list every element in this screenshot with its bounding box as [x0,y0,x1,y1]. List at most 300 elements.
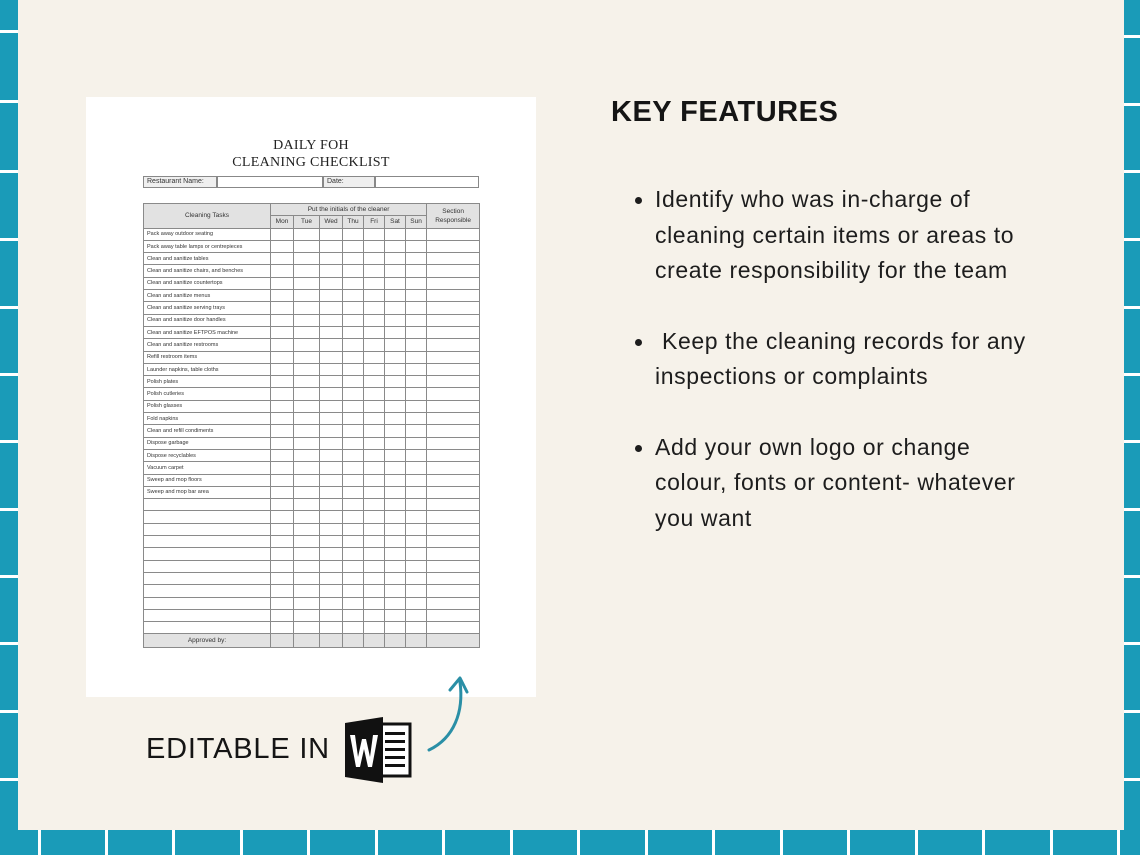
initials-cell [320,314,343,326]
initials-cell [343,609,364,621]
initials-cell [364,363,385,375]
initials-cell [294,523,320,535]
initials-cell [271,572,294,584]
task-cell [144,536,271,548]
initials-cell [320,548,343,560]
section-cell [427,474,480,486]
initials-cell [385,622,406,634]
initials-cell [364,462,385,474]
initials-cell [320,474,343,486]
initials-cell [320,339,343,351]
table-row [144,314,480,326]
section-cell [427,326,480,338]
table-row [144,499,480,511]
initials-cell [271,302,294,314]
day-header: Sat [385,216,406,228]
editable-in-label: EDITABLE IN [146,733,330,765]
bullet-icon [635,445,642,452]
initials-cell [294,363,320,375]
initials-cell [294,474,320,486]
initials-cell [320,302,343,314]
initials-cell [364,351,385,363]
task-cell: Clean and sanitize tables [144,253,271,265]
task-cell [144,560,271,572]
initials-cell [320,290,343,302]
initials-cell [320,265,343,277]
initials-cell [343,449,364,461]
initials-cell [364,253,385,265]
initials-cell [364,499,385,511]
initials-cell [294,388,320,400]
key-features-heading: KEY FEATURES [611,96,839,128]
table-row [144,486,480,498]
table-row [144,363,480,375]
initials-cell [406,560,427,572]
initials-cell [343,585,364,597]
initials-cell [406,363,427,375]
initials-cell [294,413,320,425]
initials-cell [320,388,343,400]
section-cell [427,253,480,265]
section-cell [427,240,480,252]
initials-cell [406,548,427,560]
initials-cell [406,376,427,388]
task-cell [144,572,271,584]
initials-cell [343,314,364,326]
initials-cell [343,425,364,437]
table-row [144,253,480,265]
section-cell [427,302,480,314]
initials-cell [406,326,427,338]
initials-cell [343,634,364,648]
initials-cell [385,363,406,375]
initials-cell [364,302,385,314]
initials-cell [385,400,406,412]
initials-cell [364,560,385,572]
task-cell [144,597,271,609]
task-cell: Launder napkins, table cloths [144,363,271,375]
initials-cell [343,277,364,289]
initials-cell [343,560,364,572]
initials-cell [294,634,320,648]
initials-cell [343,228,364,240]
initials-cell [343,499,364,511]
section-cell [427,277,480,289]
section-cell [427,499,480,511]
initials-cell [294,536,320,548]
initials-cell [294,253,320,265]
initials-cell [406,486,427,498]
initials-cell [271,560,294,572]
initials-cell [271,437,294,449]
day-header: Tue [294,216,320,228]
initials-cell [271,413,294,425]
section-cell [427,634,480,648]
feature-text: Keep the cleaning records for any inspections or complaints [655,327,1033,389]
initials-cell [294,302,320,314]
initials-cell [385,376,406,388]
initials-cell [271,474,294,486]
initials-cell [271,314,294,326]
initials-cell [294,560,320,572]
initials-cell [294,449,320,461]
initials-cell [406,339,427,351]
initials-cell [294,339,320,351]
initials-cell [271,585,294,597]
initials-header: Put the initials of the cleaner [271,204,427,216]
task-cell: Clean and sanitize door handles [144,314,271,326]
initials-cell [406,413,427,425]
section-cell [427,388,480,400]
initials-cell [406,240,427,252]
feature-text: Add your own logo or change colour, fonts or content- whatever you want [655,433,1023,531]
initials-cell [364,511,385,523]
initials-cell [271,400,294,412]
initials-cell [385,253,406,265]
initials-cell [271,499,294,511]
initials-cell [271,622,294,634]
day-header: Thu [343,216,364,228]
initials-cell [364,326,385,338]
table-row [144,265,480,277]
initials-cell [406,499,427,511]
section-cell [427,536,480,548]
section-cell [427,511,480,523]
initials-cell [364,413,385,425]
initials-cell [364,400,385,412]
initials-cell [271,597,294,609]
initials-cell [294,351,320,363]
task-cell: Polish plates [144,376,271,388]
initials-cell [320,449,343,461]
checklist-table [143,203,480,648]
task-cell: Clean and sanitize restrooms [144,339,271,351]
initials-cell [271,462,294,474]
initials-cell [343,265,364,277]
initials-cell [320,425,343,437]
initials-cell [271,388,294,400]
task-cell: Pack away table lamps or centrepieces [144,240,271,252]
initials-cell [294,572,320,584]
initials-cell [271,536,294,548]
table-row [144,228,480,240]
initials-cell [406,585,427,597]
initials-cell [271,228,294,240]
initials-cell [320,228,343,240]
initials-cell [364,228,385,240]
table-row [144,290,480,302]
initials-cell [406,425,427,437]
table-row [144,425,480,437]
initials-cell [294,400,320,412]
section-cell [427,622,480,634]
initials-cell [271,425,294,437]
initials-cell [364,290,385,302]
initials-cell [320,622,343,634]
day-header: Wed [320,216,343,228]
initials-cell [294,499,320,511]
table-row [144,474,480,486]
task-cell: Clean and refill condiments [144,425,271,437]
initials-cell [271,265,294,277]
restaurant-name-field [217,176,323,188]
section-cell [427,376,480,388]
section-cell [427,609,480,621]
initials-cell [294,376,320,388]
initials-cell [343,400,364,412]
initials-cell [364,548,385,560]
initials-cell [343,253,364,265]
initials-cell [320,437,343,449]
section-cell [427,425,480,437]
initials-cell [294,437,320,449]
initials-cell [271,609,294,621]
task-cell: Clean and sanitize chairs, and benches [144,265,271,277]
task-cell [144,523,271,535]
initials-cell [385,523,406,535]
initials-cell [294,548,320,560]
section-cell [427,449,480,461]
initials-cell [343,622,364,634]
initials-cell [320,560,343,572]
initials-cell [343,326,364,338]
initials-cell [364,265,385,277]
initials-cell [271,449,294,461]
initials-cell [271,511,294,523]
initials-cell [406,265,427,277]
initials-cell [294,425,320,437]
initials-cell [320,523,343,535]
initials-cell [271,376,294,388]
task-cell: Polish glasses [144,400,271,412]
section-cell [427,363,480,375]
initials-cell [294,486,320,498]
section-cell [427,265,480,277]
initials-cell [294,585,320,597]
initials-cell [343,388,364,400]
initials-cell [271,339,294,351]
initials-cell [406,634,427,648]
initials-cell [385,548,406,560]
table-row [144,548,480,560]
initials-cell [364,314,385,326]
date-field [375,176,479,188]
initials-cell [364,449,385,461]
initials-cell [271,363,294,375]
table-row [144,302,480,314]
initials-cell [406,400,427,412]
initials-cell [364,585,385,597]
initials-cell [343,474,364,486]
initials-cell [343,290,364,302]
task-cell: Clean and sanitize EFTPOS machine [144,326,271,338]
initials-cell [364,339,385,351]
initials-cell [385,290,406,302]
initials-cell [385,437,406,449]
initials-cell [385,302,406,314]
table-row [144,511,480,523]
initials-cell [385,511,406,523]
feature-item [633,430,1028,537]
section-cell [427,228,480,240]
table-row [144,462,480,474]
section-cell [427,462,480,474]
initials-cell [271,548,294,560]
table-row [144,277,480,289]
section-cell [427,413,480,425]
initials-cell [385,425,406,437]
initials-cell [385,351,406,363]
initials-cell [343,351,364,363]
initials-cell [320,240,343,252]
initials-cell [343,376,364,388]
initials-cell [385,474,406,486]
task-cell [144,511,271,523]
initials-cell [294,511,320,523]
task-cell: Clean and sanitize serving trays [144,302,271,314]
task-cell [144,622,271,634]
initials-cell [294,597,320,609]
section-cell [427,339,480,351]
table-row [144,326,480,338]
arrow-icon [424,672,474,756]
initials-cell [294,277,320,289]
task-cell: Refill restroom items [144,351,271,363]
table-row [144,240,480,252]
initials-cell [294,622,320,634]
initials-cell [385,326,406,338]
initials-cell [406,536,427,548]
initials-cell [385,413,406,425]
section-cell [427,400,480,412]
section-cell [427,597,480,609]
task-cell: Vacuum carpet [144,462,271,474]
initials-cell [294,462,320,474]
initials-cell [406,314,427,326]
initials-cell [406,511,427,523]
initials-cell [406,474,427,486]
initials-cell [343,523,364,535]
table-row [144,437,480,449]
tasks-header: Cleaning Tasks [144,204,271,229]
initials-cell [271,326,294,338]
initials-cell [406,523,427,535]
initials-cell [271,486,294,498]
task-cell: Clean and sanitize menus [144,290,271,302]
initials-cell [364,634,385,648]
document-info-row [143,176,479,188]
section-cell [427,437,480,449]
initials-cell [343,548,364,560]
checklist-document-preview [86,97,536,697]
task-cell [144,585,271,597]
document-title-line1: DAILY FOH [273,138,349,153]
initials-cell [385,462,406,474]
initials-cell [364,277,385,289]
section-cell [427,290,480,302]
table-row [144,376,480,388]
initials-cell [406,351,427,363]
initials-cell [320,326,343,338]
initials-cell [320,351,343,363]
initials-cell [343,413,364,425]
initials-cell [320,585,343,597]
table-row [144,523,480,535]
initials-cell [343,536,364,548]
table-row [144,388,480,400]
initials-cell [294,265,320,277]
initials-cell [271,634,294,648]
initials-cell [406,277,427,289]
table-row [144,413,480,425]
initials-cell [294,228,320,240]
section-cell [427,572,480,584]
feature-list [633,182,1033,571]
task-cell: Fold napkins [144,413,271,425]
initials-cell [343,437,364,449]
table-row [144,560,480,572]
restaurant-name-label: Restaurant Name: [143,176,217,188]
approved-row [144,634,480,648]
initials-cell [271,240,294,252]
initials-cell [320,376,343,388]
section-cell [427,486,480,498]
section-header: Section Responsible [427,204,480,229]
feature-item [633,182,1028,289]
initials-cell [364,425,385,437]
task-cell: Sweep and mop floors [144,474,271,486]
initials-cell [385,634,406,648]
initials-cell [320,609,343,621]
initials-cell [385,536,406,548]
initials-cell [364,622,385,634]
initials-cell [271,523,294,535]
initials-cell [343,511,364,523]
initials-cell [364,572,385,584]
initials-cell [343,240,364,252]
initials-cell [343,572,364,584]
initials-cell [343,486,364,498]
initials-cell [343,597,364,609]
initials-cell [406,449,427,461]
initials-cell [271,351,294,363]
initials-cell [406,622,427,634]
initials-cell [385,499,406,511]
table-row [144,536,480,548]
initials-cell [406,597,427,609]
initials-cell [320,462,343,474]
initials-cell [385,585,406,597]
day-header: Fri [364,216,385,228]
approved-label: Approved by: [144,634,271,648]
initials-cell [320,253,343,265]
initials-cell [343,363,364,375]
table-row [144,339,480,351]
section-cell [427,560,480,572]
task-cell [144,548,271,560]
initials-cell [406,253,427,265]
initials-cell [385,486,406,498]
initials-cell [406,388,427,400]
initials-cell [320,499,343,511]
initials-cell [385,228,406,240]
initials-cell [385,597,406,609]
task-cell [144,609,271,621]
initials-cell [406,609,427,621]
initials-cell [385,314,406,326]
initials-cell [364,474,385,486]
table-row [144,597,480,609]
